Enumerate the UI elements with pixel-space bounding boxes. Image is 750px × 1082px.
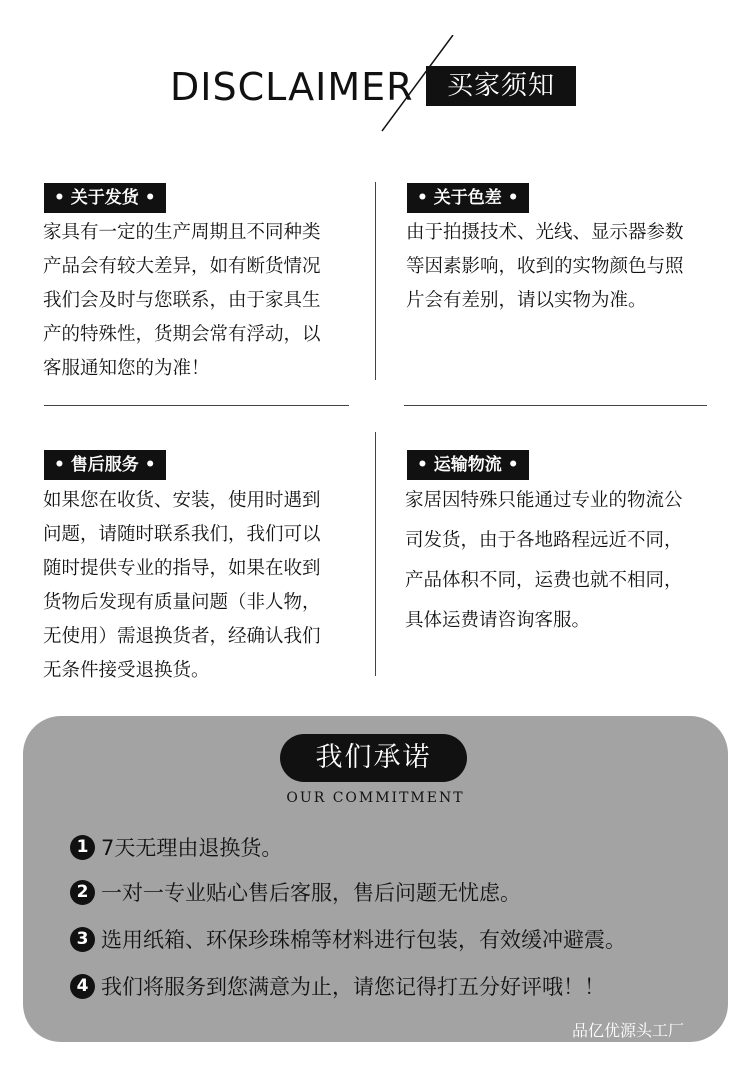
commitment-item-text: 选用纸箱、环保珍珠棉等材料进行包装，有效缓冲避震。	[101, 928, 626, 952]
commitment-item-text: 一对一专业贴心售后客服，售后问题无忧虑。	[101, 881, 521, 905]
color-difference-tag: • 关于色差 •	[407, 183, 529, 213]
header	[0, 0, 750, 140]
number-3-icon: 3	[70, 927, 95, 952]
horizontal-divider	[44, 405, 349, 406]
text-line: 无条件接受退换货。	[43, 660, 210, 681]
text-line: 随时提供专业的指导，如果在收到	[43, 558, 321, 579]
text-line: 无使用）需退换货者，经确认我们	[43, 626, 321, 647]
buyer-notice-badge: 买家须知	[426, 66, 576, 106]
after-sales-text	[43, 484, 321, 688]
text-line: 产品体积不同，运费也就不相同，	[405, 570, 683, 591]
text-line: 具体运费请咨询客服。	[405, 610, 591, 631]
shipping-tag: • 关于发货 •	[44, 183, 166, 213]
commitment-item	[70, 971, 605, 1001]
watermark: 品亿优源头工厂	[572, 1021, 685, 1040]
text-line: 片会有差别，请以实物为准。	[406, 290, 647, 311]
text-line: 问题，请随时联系我们，我们可以	[43, 524, 321, 545]
text-line: 等因素影响，收到的实物颜色与照	[406, 256, 684, 277]
commitment-subtitle: OUR COMMITMENT	[286, 790, 465, 806]
vertical-divider	[375, 432, 376, 676]
text-line: 货物后发现有质量问题（非人物，	[43, 592, 321, 613]
text-line: 我们会及时与您联系，由于家具生	[43, 290, 321, 311]
text-line: 产品会有较大差异，如有断货情况	[43, 256, 321, 277]
horizontal-divider	[404, 405, 707, 406]
number-1-icon: 1	[70, 835, 95, 860]
number-2-icon: 2	[70, 880, 95, 905]
commitment-item	[70, 832, 282, 862]
logistics-tag: • 运输物流 •	[407, 450, 529, 480]
disclaimer-title: DISCLAIMER	[170, 65, 414, 109]
text-line: 家居因特殊只能通过专业的物流公	[405, 490, 683, 511]
commitment-title: 我们承诺	[280, 734, 467, 782]
color-difference-text	[406, 216, 684, 318]
text-line: 如果您在收货、安装，使用时遇到	[43, 490, 321, 511]
vertical-divider	[375, 182, 376, 380]
text-line: 由于拍摄技术、光线、显示器参数	[406, 222, 684, 243]
commitment-item-text: 我们将服务到您满意为止，请您记得打五分好评哦！！	[101, 975, 605, 999]
commitment-item	[70, 877, 521, 907]
text-line: 客服通知您的为准！	[43, 358, 210, 379]
after-sales-tag: • 售后服务 •	[44, 450, 166, 480]
commitment-item	[70, 924, 626, 954]
text-line: 产的特殊性，货期会常有浮动，以	[43, 324, 321, 345]
text-line: 家具有一定的生产周期且不同种类	[43, 222, 321, 243]
text-line: 司发货，由于各地路程远近不同，	[405, 530, 683, 551]
number-4-icon: 4	[70, 974, 95, 999]
logistics-text	[405, 481, 683, 641]
commitment-item-text: 7天无理由退换货。	[101, 836, 283, 860]
commitment-panel	[23, 716, 728, 1042]
shipping-text	[43, 216, 321, 386]
